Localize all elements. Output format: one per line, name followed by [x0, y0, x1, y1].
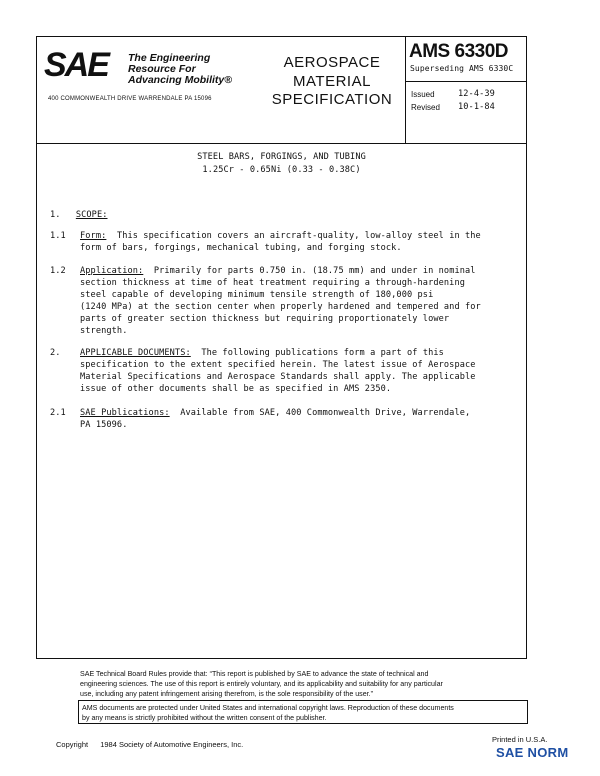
paragraph-line: Primarily for parts 0.750 in. (18.75 mm) and under in nominal	[153, 266, 476, 276]
rules-line: SAE Technical Board Rules provide that: “This report is published by SAE to advance the state of technical and	[80, 670, 429, 678]
title-line-2: 1.25Cr - 0.65Ni (0.33 - 0.38C)	[202, 165, 361, 175]
section-2-1	[50, 407, 530, 431]
copyright-notice-box	[78, 700, 528, 724]
printed-in: Printed in U.S.A.	[492, 735, 548, 744]
paragraph-line: steel capable of developing minimum tensile strength of 180,000 psi	[80, 290, 434, 300]
paragraph-line: parts of greater section thickness but requiring proportionately lower	[80, 314, 450, 324]
section-1-2	[50, 265, 530, 337]
section-number: 1.2	[50, 266, 66, 276]
header-divider	[36, 143, 527, 144]
paragraph-line: (1240 MPa) at the section center when properly hardened and tempered and for	[80, 302, 481, 312]
paragraph-line: Material Specifications and Aerospace Standards shall apply. The applicable	[80, 372, 476, 382]
section-heading: SCOPE:	[75, 210, 108, 220]
sae-address: 400 COMMONWEALTH DRIVE WARRENDALE PA 15096	[48, 96, 212, 102]
tagline-line: Resource For	[128, 63, 196, 75]
issued-date: 12-4-39	[458, 89, 495, 99]
revised-label: Revised	[411, 103, 440, 112]
issued-label: Issued	[411, 90, 435, 99]
paragraph-line: issue of other documents shall be as specified in AMS 2350.	[80, 384, 392, 394]
title-line-1: STEEL BARS, FORGINGS, AND TUBING	[197, 152, 366, 162]
section-heading: Form:	[80, 231, 107, 241]
section-number: 1.1	[50, 231, 66, 241]
document-type	[262, 54, 402, 110]
copyright-line	[56, 740, 243, 749]
sae-tagline	[128, 53, 232, 86]
copyright-text: 1984 Society of Automotive Engineers, Inc.	[100, 740, 244, 749]
paragraph-line: section thickness at time of heat treatment requiring a through-hardening	[80, 278, 465, 288]
tagline-line: Advancing Mobility®	[128, 74, 232, 86]
section-1-1	[50, 230, 520, 254]
technical-board-rules	[80, 669, 530, 699]
protected-line: by any means is strictly prohibited without the written consent of the publisher.	[82, 714, 327, 722]
sae-logo	[44, 48, 108, 82]
sae-norm-watermark	[496, 745, 568, 760]
paragraph-line: PA 15096.	[80, 420, 128, 430]
doc-type-line: MATERIAL	[293, 72, 371, 90]
paragraph-line: specification to the extent specified herein. The latest issue of Aerospace	[80, 360, 476, 370]
paragraph-line: The following publications form a part of this	[201, 348, 444, 358]
sae-logo-text: SAE	[44, 46, 108, 84]
doc-type-line: SPECIFICATION	[271, 91, 393, 108]
superseding-note: Superseding AMS 6330C	[410, 64, 514, 73]
paragraph-line: form of bars, forgings, mechanical tubing, and forging stock.	[80, 243, 402, 253]
document-title	[36, 151, 527, 177]
section-2	[50, 347, 530, 395]
spec-number: AMS 6330D	[409, 41, 508, 62]
section-number: 2.1	[50, 408, 66, 418]
section-1	[50, 209, 108, 221]
paragraph-line: strength.	[80, 326, 128, 336]
rules-line: use, including any patent infringement arising therefrom, is the sole responsibility of the user.”	[80, 690, 373, 698]
rules-line: engineering sciences. The use of this report is entirely voluntary, and its applicability and suitability for any particular	[80, 680, 443, 688]
section-heading: Application:	[80, 266, 144, 276]
section-number: 1.	[50, 210, 61, 220]
section-heading: APPLICABLE DOCUMENTS:	[80, 348, 191, 358]
paragraph-line: This specification covers an aircraft-quality, low-alloy steel in the	[116, 231, 481, 241]
protected-line: AMS documents are protected under United States and international copyright laws. Reproduction of these documents	[82, 704, 454, 712]
tagline-line: The Engineering	[128, 52, 211, 64]
doc-type-line: AEROSPACE	[283, 54, 381, 71]
watermark-text: SAE NORM	[496, 745, 569, 760]
copyright-label: Copyright	[56, 740, 89, 749]
section-heading: SAE Publications:	[80, 408, 170, 418]
paragraph-line: Available from SAE, 400 Commonwealth Drive, Warrendale,	[180, 408, 471, 418]
revised-date: 10-1-84	[458, 102, 495, 112]
section-number: 2.	[50, 348, 61, 358]
